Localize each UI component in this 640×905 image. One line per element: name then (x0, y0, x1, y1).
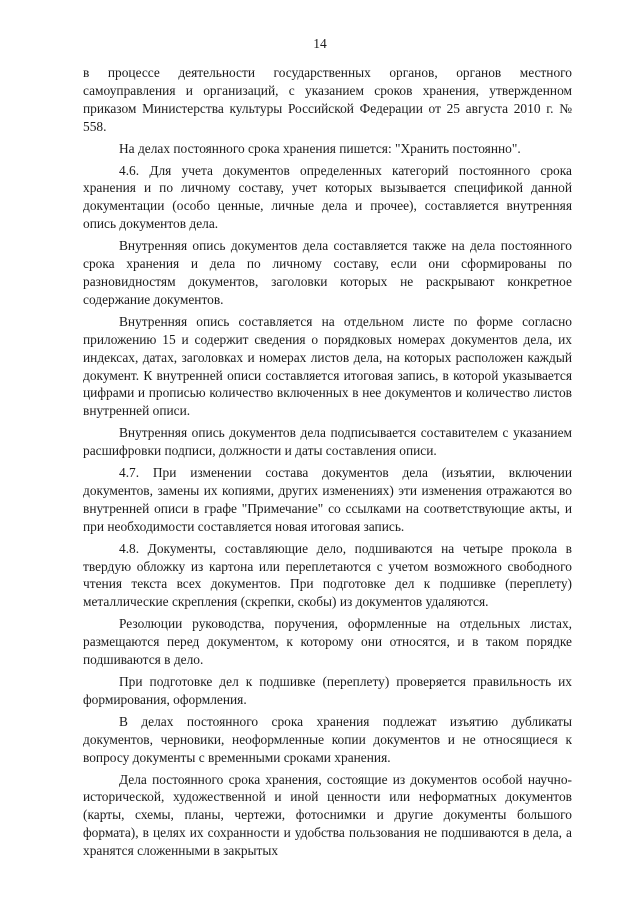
paragraph: На делах постоянного срока хранения пишется: "Хранить постоянно". (119, 140, 521, 156)
paragraph-section-4-6: 4.6. Для учета документов определенных категорий постоянного срока хранения и по личному составу, учет которых вызывается спецификой данной документации (особо ценные, личные дела и прочее), составляется внутренняя опись документов дела. (83, 162, 572, 232)
paragraph: При подготовке дел к подшивке (переплету) проверяется правильность их формирования, оформления. (83, 674, 572, 707)
paragraph-section-4-7: 4.7. При изменении состава документов дела (изъятии, включении документов, замены их копиями, других изменениях) эти изменения отражаются во внутренней описи в графе "Примечание" со ссылками на соответствующие акты, и при необходимости составляется новая итоговая запись. (83, 465, 572, 534)
paragraph: Внутренняя опись документов дела составляется также на дела постоянного срока хранения и дела по личному составу, если они сформированы по разновидностям документов, заголовки которых не раскрывают конкретное содержание документов. (83, 238, 572, 307)
paragraph-section-4-8: 4.8. Документы, составляющие дело, подшиваются на четыре прокола в твердую обложку из картона или переплетаются с учетом возможного свободного чтения текста всех документов. При подготовке дел к подшивке (переплету) металлические скрепления (скрепки, скобы) из документов удаляются. (83, 540, 572, 610)
document-body (83, 64, 572, 860)
page-number: 14 (313, 36, 327, 51)
paragraph-continuation: в процессе деятельности государственных органов, органов местного самоуправления и организаций, с указанием сроков хранения, утвержденном приказом Министерства культуры Российской Федерации от 25 августа 2010 г. № 558. (83, 65, 572, 134)
paragraph: Дела постоянного срока хранения, состоящие из документов особой научно-исторической, художественной и иной ценности или неформатных документов (карты, схемы, планы, чертежи, фотоснимки и другие документы большого формата), в целях их сохранности и удобства пользования не подшиваются в дела, а хранятся сложенными в закрытых (83, 771, 572, 859)
paragraph: В делах постоянного срока хранения подлежат изъятию дубликаты документов, черновики, неоформленные копии документов и не относящиеся к вопросу документы с временными сроками хранения. (83, 713, 572, 765)
paragraph: Резолюции руководства, поручения, оформленные на отдельных листах, размещаются перед документом, к которому они относятся, и в таком порядке подшиваются в дело. (83, 616, 572, 668)
paragraph: Внутренняя опись составляется на отдельном листе по форме согласно приложению 15 и содержит сведения о порядковых номерах документов дела, их индексах, датах, заголовках и номерах листов дела, на которых расположен каждый документ. К внутренней описи составляется итоговая запись, в которой указывается цифрами и прописью количество включенных в нее документов и количество листов внутренней описи. (83, 313, 572, 419)
paragraph: Внутренняя опись документов дела подписывается составителем с указанием расшифровки подписи, должности и даты составления описи. (83, 425, 572, 459)
